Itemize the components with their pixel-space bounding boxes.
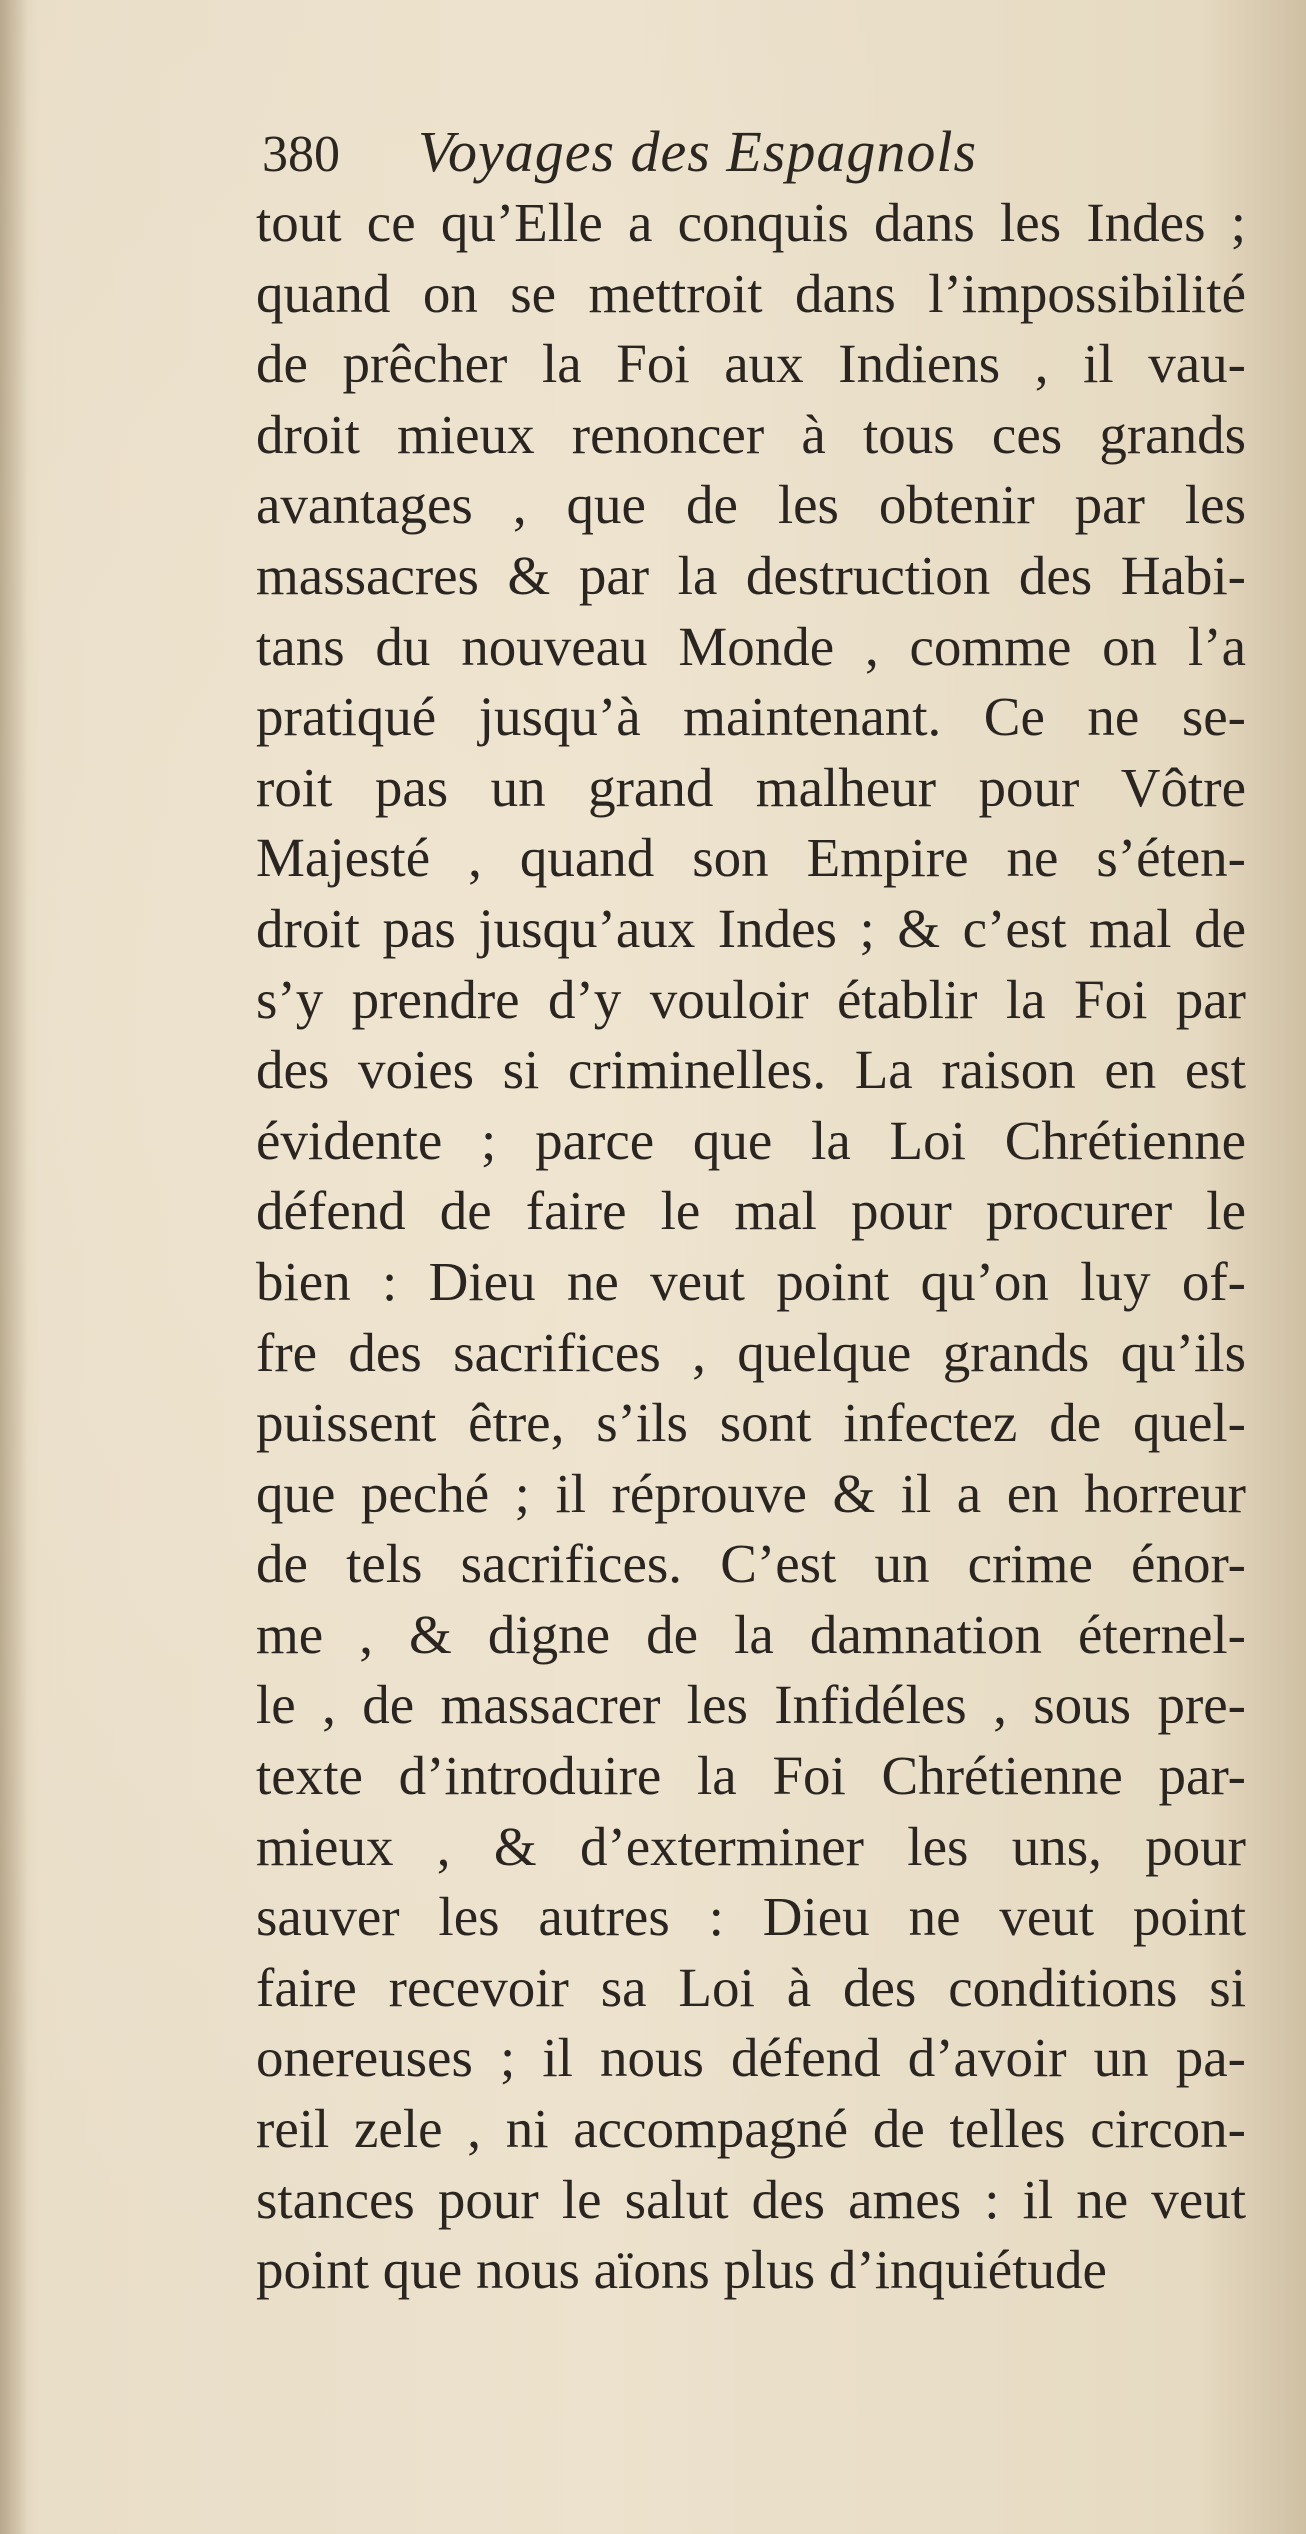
text-line: puissent être, s’ils sont infectez de quel- [256, 1392, 1246, 1454]
text-line: texte d’introduire la Foi Chrétienne par- [256, 1745, 1246, 1807]
text-line: le , de massacrer les Infidéles , sous pre- [256, 1674, 1246, 1736]
text-line: bien : Dieu ne veut point qu’on luy of- [256, 1250, 1246, 1312]
text-line: massacres & par la destruction des Habi- [256, 544, 1246, 606]
text-line: reil zele , ni accompagné de telles circon- [256, 2098, 1246, 2160]
text-line: évidente ; parce que la Loi Chrétienne [256, 1109, 1246, 1171]
text-line: stances pour le salut des ames : il ne veut [256, 2168, 1246, 2230]
text-line: sauver les autres : Dieu ne veut point [256, 1886, 1246, 1948]
text-line: mieux , & d’exterminer les uns, pour [256, 1815, 1246, 1877]
text-line: onereuses ; il nous défend d’avoir un pa- [256, 2027, 1246, 2089]
text-line: Majesté , quand son Empire ne s’éten- [256, 827, 1246, 889]
running-head: Voyages des Espagnols [418, 119, 978, 184]
text-line: droit mieux renoncer à tous ces grands [256, 403, 1246, 465]
text-line: de prêcher la Foi aux Indiens , il vau- [256, 333, 1246, 395]
text-line: fre des sacrifices , quelque grands qu’ils [256, 1321, 1246, 1383]
text-line: pratiqué jusqu’à maintenant. Ce ne se- [256, 686, 1246, 748]
text-line: point que nous aïons plus d’inquiétude [256, 2239, 1107, 2301]
text-line: défend de faire le mal pour procurer le [256, 1180, 1246, 1242]
text-line: roit pas un grand malheur pour Vôtre [256, 756, 1246, 818]
text-line: des voies si criminelles. La raison en est [256, 1039, 1246, 1101]
text-line: tans du nouveau Monde , comme on l’a [256, 615, 1246, 677]
text-line: avantages , que de les obtenir par les [256, 474, 1246, 536]
text-line: me , & digne de la damnation éternel- [256, 1603, 1246, 1665]
text-line: que peché ; il réprouve & il a en horreur [256, 1462, 1246, 1524]
text-line: tout ce qu’Elle a conquis dans les Indes ; [256, 192, 1246, 253]
text-line: quand on se mettroit dans l’impossibilité [256, 262, 1246, 324]
page-header [262, 118, 977, 198]
text-line: faire recevoir sa Loi à des conditions si [256, 1956, 1246, 2018]
text-line: droit pas jusqu’aux Indes ; & c’est mal de [256, 897, 1246, 959]
body-text [256, 188, 1246, 2306]
text-line: s’y prendre d’y vouloir établir la Foi par [256, 968, 1246, 1030]
page-gutter-shadow [0, 0, 28, 2534]
text-line: de tels sacrifices. C’est un crime énor- [256, 1533, 1246, 1595]
page-number: 380 [262, 126, 340, 183]
